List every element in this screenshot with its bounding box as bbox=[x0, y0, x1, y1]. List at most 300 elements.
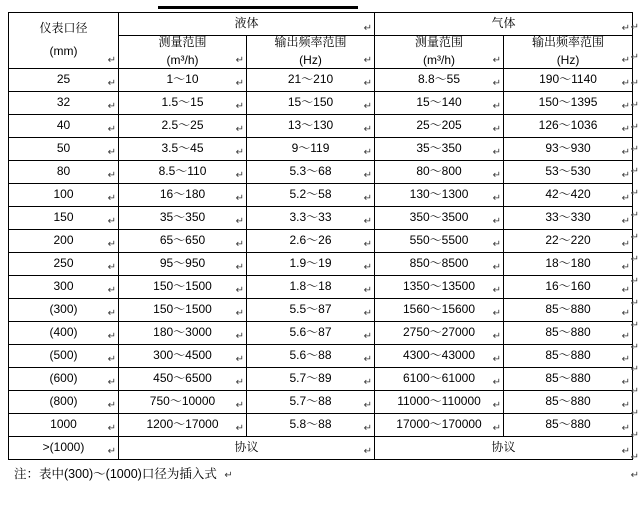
cell-gas-frequency bbox=[504, 229, 633, 252]
cell-diameter bbox=[9, 183, 119, 206]
cell-liquid-range-value: 95～950 bbox=[159, 255, 206, 270]
pilcrow-icon: ↵ bbox=[621, 446, 631, 458]
cell-liquid-range bbox=[119, 344, 247, 367]
table-row bbox=[9, 321, 633, 344]
pilcrow-icon: ↵ bbox=[363, 354, 373, 366]
pilcrow-icon: ↵ bbox=[630, 188, 639, 199]
pilcrow-icon: ↵ bbox=[492, 354, 502, 366]
cell-gas-range bbox=[375, 137, 504, 160]
cell-liquid-frequency bbox=[247, 413, 375, 436]
pilcrow-icon: ↵ bbox=[363, 216, 373, 228]
cell-gas-frequency-value: 33～330 bbox=[545, 209, 591, 224]
pilcrow-icon: ↵ bbox=[621, 147, 631, 159]
pilcrow-icon: ↵ bbox=[630, 470, 639, 481]
header-cell-diameter bbox=[9, 13, 119, 69]
cell-gas-frequency bbox=[504, 252, 633, 275]
pilcrow-icon: ↵ bbox=[492, 400, 502, 412]
pilcrow-icon: ↵ bbox=[492, 170, 502, 182]
cell-diameter bbox=[9, 344, 119, 367]
cell-liquid-frequency-value: 21～210 bbox=[287, 71, 334, 86]
pilcrow-icon: ↵ bbox=[621, 78, 631, 90]
header-gas-range-unit: (m³/h) bbox=[423, 52, 456, 67]
cell-gas-range-value: 17000～170000 bbox=[396, 416, 482, 431]
pilcrow-icon: ↵ bbox=[363, 262, 373, 274]
header-diameter-label: 仪表口径 bbox=[39, 20, 88, 35]
cell-liquid-range bbox=[119, 137, 247, 160]
table-row-agreement bbox=[9, 436, 633, 459]
table-row bbox=[9, 68, 633, 91]
pilcrow-icon: ↵ bbox=[492, 239, 502, 251]
cell-gas-range bbox=[375, 114, 504, 137]
table-note bbox=[14, 464, 633, 482]
pilcrow-icon: ↵ bbox=[630, 298, 639, 309]
cell-liquid-range-value: 65～650 bbox=[159, 232, 206, 247]
pilcrow-icon: ↵ bbox=[630, 78, 639, 89]
pilcrow-icon: ↵ bbox=[107, 331, 116, 343]
cell-diameter bbox=[9, 206, 119, 229]
pilcrow-icon: ↵ bbox=[235, 170, 244, 182]
pilcrow-icon: ↵ bbox=[492, 78, 502, 90]
cell-gas-range bbox=[375, 160, 504, 183]
cell-liquid-range bbox=[119, 367, 247, 390]
cell-liquid-range bbox=[119, 275, 247, 298]
pilcrow-icon: ↵ bbox=[630, 22, 639, 33]
pilcrow-icon: ↵ bbox=[363, 124, 373, 136]
cell-gas-range-value: 350～3500 bbox=[409, 209, 469, 224]
cell-diameter-value: 80 bbox=[56, 163, 71, 178]
cell-liquid-frequency bbox=[247, 344, 375, 367]
cell-gas-range bbox=[375, 275, 504, 298]
header-gas-frequency-label: 输出频率范围 bbox=[532, 35, 605, 49]
table-row bbox=[9, 367, 633, 390]
header-cell-liquid-frequency bbox=[247, 36, 375, 69]
cell-diameter bbox=[9, 367, 119, 390]
cell-liquid-range bbox=[119, 390, 247, 413]
table-row bbox=[9, 206, 633, 229]
cell-liquid-range-value: 750～10000 bbox=[149, 393, 216, 408]
table-body bbox=[9, 68, 633, 459]
pilcrow-icon: ↵ bbox=[630, 100, 639, 111]
cell-gas-frequency-value: 85～880 bbox=[545, 324, 591, 339]
pilcrow-icon: ↵ bbox=[621, 331, 631, 343]
cell-liquid-frequency-value: 5.7～89 bbox=[289, 370, 332, 385]
cell-gas-range bbox=[375, 229, 504, 252]
pilcrow-icon: ↵ bbox=[107, 400, 116, 412]
cell-gas-agreement bbox=[375, 436, 633, 459]
cell-gas-frequency-value: 126～1036 bbox=[538, 117, 598, 132]
pilcrow-icon: ↵ bbox=[235, 308, 244, 320]
pilcrow-icon: ↵ bbox=[630, 386, 639, 397]
cell-diameter-value: 200 bbox=[53, 232, 74, 247]
cell-gas-frequency-value: 53～530 bbox=[545, 163, 591, 178]
cell-diameter bbox=[9, 68, 119, 91]
cell-liquid-frequency-value: 5.6～87 bbox=[289, 324, 332, 339]
cell-gas-range-value: 4300～43000 bbox=[402, 347, 476, 362]
cell-gas-frequency bbox=[504, 160, 633, 183]
cell-gas-range bbox=[375, 367, 504, 390]
pilcrow-icon: ↵ bbox=[630, 276, 639, 287]
cell-liquid-range-value: 1.5～15 bbox=[161, 94, 204, 109]
cell-liquid-frequency bbox=[247, 298, 375, 321]
cell-gas-range bbox=[375, 390, 504, 413]
pilcrow-icon: ↵ bbox=[363, 423, 373, 435]
cell-liquid-agreement-value: 协议 bbox=[234, 439, 259, 454]
specification-table bbox=[8, 12, 633, 460]
pilcrow-icon: ↵ bbox=[235, 423, 244, 435]
pilcrow-icon: ↵ bbox=[492, 262, 502, 274]
cell-gas-frequency-value: 85～880 bbox=[545, 347, 591, 362]
cell-gas-frequency bbox=[504, 321, 633, 344]
pilcrow-icon: ↵ bbox=[235, 400, 244, 412]
pilcrow-icon: ↵ bbox=[107, 377, 116, 389]
pilcrow-icon: ↵ bbox=[492, 285, 502, 297]
cell-gas-frequency bbox=[504, 114, 633, 137]
cell-gas-frequency bbox=[504, 68, 633, 91]
pilcrow-icon: ↵ bbox=[235, 124, 244, 136]
pilcrow-icon: ↵ bbox=[492, 147, 502, 159]
table-row bbox=[9, 390, 633, 413]
cell-diameter-value: (300) bbox=[49, 301, 78, 316]
cell-diameter bbox=[9, 137, 119, 160]
pilcrow-icon: ↵ bbox=[235, 331, 244, 343]
cell-gas-frequency bbox=[504, 344, 633, 367]
pilcrow-icon: ↵ bbox=[107, 78, 116, 90]
cell-diameter bbox=[9, 298, 119, 321]
table-header bbox=[9, 13, 633, 69]
cell-diameter-value: >(1000) bbox=[42, 439, 85, 454]
cell-diameter bbox=[9, 91, 119, 114]
cell-gas-frequency bbox=[504, 367, 633, 390]
table-row bbox=[9, 114, 633, 137]
pilcrow-icon: ↵ bbox=[363, 147, 373, 159]
pilcrow-icon: ↵ bbox=[621, 170, 631, 182]
cell-liquid-range-value: 8.5～110 bbox=[158, 163, 207, 178]
pilcrow-icon: ↵ bbox=[107, 446, 116, 458]
cell-gas-frequency-value: 16～160 bbox=[545, 278, 591, 293]
cell-liquid-frequency bbox=[247, 229, 375, 252]
cell-liquid-range bbox=[119, 413, 247, 436]
pilcrow-icon: ↵ bbox=[363, 101, 373, 113]
pilcrow-icon: ↵ bbox=[492, 124, 502, 136]
cell-diameter-value: 150 bbox=[53, 209, 74, 224]
pilcrow-icon: ↵ bbox=[492, 193, 502, 205]
pilcrow-icon: ↵ bbox=[363, 22, 373, 34]
cell-diameter-value: (600) bbox=[49, 370, 78, 385]
pilcrow-icon: ↵ bbox=[363, 308, 373, 320]
pilcrow-icon: ↵ bbox=[621, 308, 631, 320]
pilcrow-icon: ↵ bbox=[492, 308, 502, 320]
table-row bbox=[9, 137, 633, 160]
cell-liquid-range bbox=[119, 183, 247, 206]
pilcrow-icon: ↵ bbox=[107, 124, 116, 136]
cell-diameter-value: 100 bbox=[53, 186, 74, 201]
pilcrow-icon: ↵ bbox=[107, 193, 116, 205]
header-gas-frequency-unit: (Hz) bbox=[556, 52, 580, 67]
cell-liquid-frequency-value: 15～150 bbox=[287, 94, 334, 109]
cell-liquid-range bbox=[119, 160, 247, 183]
cell-diameter-value: (800) bbox=[49, 393, 78, 408]
title-rule bbox=[158, 6, 358, 9]
pilcrow-icon: ↵ bbox=[235, 193, 244, 205]
table-row bbox=[9, 229, 633, 252]
cell-gas-frequency-value: 22～220 bbox=[545, 232, 591, 247]
cell-diameter-value: 32 bbox=[56, 94, 71, 109]
header-diameter-unit: (mm) bbox=[49, 44, 78, 59]
cell-liquid-range-value: 2.5～25 bbox=[161, 117, 204, 132]
cell-gas-frequency bbox=[504, 183, 633, 206]
header-cell-gas-frequency bbox=[504, 36, 633, 69]
table-row bbox=[9, 275, 633, 298]
pilcrow-icon: ↵ bbox=[107, 147, 116, 159]
cell-gas-range-value: 2750～27000 bbox=[402, 324, 476, 339]
cell-liquid-frequency bbox=[247, 367, 375, 390]
cell-liquid-frequency bbox=[247, 275, 375, 298]
pilcrow-icon: ↵ bbox=[621, 423, 631, 435]
header-row-groups bbox=[9, 13, 633, 36]
cell-gas-frequency-value: 85～880 bbox=[545, 370, 591, 385]
pilcrow-icon: ↵ bbox=[630, 342, 639, 353]
header-cell-liquid-range bbox=[119, 36, 247, 69]
cell-liquid-frequency bbox=[247, 390, 375, 413]
cell-gas-range bbox=[375, 413, 504, 436]
cell-gas-range bbox=[375, 344, 504, 367]
pilcrow-icon: ↵ bbox=[492, 55, 502, 67]
pilcrow-icon: ↵ bbox=[621, 262, 631, 274]
pilcrow-icon: ↵ bbox=[235, 216, 244, 228]
cell-gas-range-value: 130～1300 bbox=[409, 186, 469, 201]
pilcrow-icon: ↵ bbox=[492, 377, 502, 389]
cell-gas-range bbox=[375, 321, 504, 344]
pilcrow-icon: ↵ bbox=[235, 285, 244, 297]
table-row bbox=[9, 344, 633, 367]
cell-liquid-frequency-value: 5.6～88 bbox=[289, 347, 332, 362]
cell-gas-range-value: 35～350 bbox=[416, 140, 462, 155]
pilcrow-icon: ↵ bbox=[621, 193, 631, 205]
cell-gas-frequency-value: 150～1395 bbox=[538, 94, 598, 109]
cell-diameter bbox=[9, 114, 119, 137]
pilcrow-icon: ↵ bbox=[630, 364, 639, 375]
cell-diameter bbox=[9, 160, 119, 183]
cell-diameter bbox=[9, 275, 119, 298]
pilcrow-icon: ↵ bbox=[107, 354, 116, 366]
pilcrow-icon: ↵ bbox=[363, 400, 373, 412]
pilcrow-icon: ↵ bbox=[621, 55, 631, 67]
cell-liquid-frequency-value: 5.3～68 bbox=[289, 163, 332, 178]
cell-gas-frequency-value: 190～1140 bbox=[539, 71, 597, 86]
cell-gas-range-value: 850～8500 bbox=[409, 255, 469, 270]
table-row bbox=[9, 91, 633, 114]
cell-diameter-value: 50 bbox=[56, 140, 71, 155]
cell-gas-frequency bbox=[504, 91, 633, 114]
cell-liquid-range-value: 450～6500 bbox=[153, 370, 212, 385]
pilcrow-icon: ↵ bbox=[107, 423, 116, 435]
header-liquid-range-label: 测量范围 bbox=[158, 35, 207, 49]
cell-liquid-range bbox=[119, 298, 247, 321]
cell-gas-range-value: 80～800 bbox=[416, 163, 462, 178]
pilcrow-icon: ↵ bbox=[621, 285, 631, 297]
cell-liquid-range bbox=[119, 206, 247, 229]
pilcrow-icon: ↵ bbox=[630, 452, 639, 463]
cell-liquid-range-value: 3.5～45 bbox=[161, 140, 204, 155]
cell-liquid-frequency-value: 2.6～26 bbox=[289, 232, 332, 247]
pilcrow-icon: ↵ bbox=[492, 101, 502, 113]
header-liquid-range-unit: (m³/h) bbox=[166, 52, 199, 67]
cell-gas-range-value: 1560～15600 bbox=[402, 301, 476, 316]
cell-gas-range-value: 6100～61000 bbox=[402, 370, 476, 385]
cell-liquid-frequency bbox=[247, 160, 375, 183]
cell-gas-frequency-value: 18～180 bbox=[545, 255, 591, 270]
cell-liquid-frequency-value: 3.3～33 bbox=[289, 209, 332, 224]
cell-liquid-frequency-value: 9～119 bbox=[291, 140, 330, 155]
pilcrow-icon: ↵ bbox=[235, 262, 244, 274]
cell-gas-range-value: 11000～110000 bbox=[397, 393, 481, 408]
header-liquid-frequency-unit: (Hz) bbox=[299, 52, 322, 67]
table-row bbox=[9, 252, 633, 275]
cell-liquid-range-value: 180～3000 bbox=[153, 324, 212, 339]
cell-liquid-range-value: 16～180 bbox=[159, 186, 206, 201]
cell-gas-frequency bbox=[504, 275, 633, 298]
cell-diameter-value: 250 bbox=[53, 255, 74, 270]
cell-liquid-frequency-value: 13～130 bbox=[287, 117, 334, 132]
cell-gas-range-value: 550～5500 bbox=[409, 232, 469, 247]
pilcrow-icon: ↵ bbox=[235, 354, 244, 366]
cell-gas-frequency-value: 85～880 bbox=[545, 416, 591, 431]
pilcrow-icon: ↵ bbox=[621, 216, 631, 228]
pilcrow-icon: ↵ bbox=[492, 216, 502, 228]
cell-liquid-range bbox=[119, 68, 247, 91]
pilcrow-icon: ↵ bbox=[107, 308, 116, 320]
pilcrow-icon: ↵ bbox=[107, 170, 116, 182]
cell-gas-range bbox=[375, 68, 504, 91]
cell-gas-range bbox=[375, 183, 504, 206]
pilcrow-icon: ↵ bbox=[363, 78, 373, 90]
pilcrow-icon: ↵ bbox=[630, 232, 639, 243]
cell-liquid-range-value: 35～350 bbox=[159, 209, 206, 224]
pilcrow-icon: ↵ bbox=[492, 423, 502, 435]
cell-gas-range bbox=[375, 206, 504, 229]
pilcrow-icon: ↵ bbox=[630, 408, 639, 419]
cell-liquid-frequency-value: 1.8～18 bbox=[289, 278, 332, 293]
cell-diameter bbox=[9, 229, 119, 252]
pilcrow-icon: ↵ bbox=[235, 239, 244, 251]
cell-gas-agreement-value: 协议 bbox=[491, 439, 516, 454]
table-row bbox=[9, 183, 633, 206]
pilcrow-icon: ↵ bbox=[621, 377, 631, 389]
cell-liquid-range bbox=[119, 114, 247, 137]
header-liquid-frequency-label: 输出频率范围 bbox=[274, 35, 347, 49]
pilcrow-icon: ↵ bbox=[363, 446, 373, 458]
cell-liquid-frequency bbox=[247, 91, 375, 114]
cell-liquid-range bbox=[119, 229, 247, 252]
table-row bbox=[9, 160, 633, 183]
cell-diameter-value: 25 bbox=[56, 71, 71, 86]
cell-liquid-range-value: 300～4500 bbox=[153, 347, 212, 362]
table-row bbox=[9, 298, 633, 321]
header-gas-label: 气体 bbox=[491, 16, 516, 31]
table-row bbox=[9, 413, 633, 436]
cell-diameter bbox=[9, 321, 119, 344]
pilcrow-icon: ↵ bbox=[621, 124, 631, 136]
pilcrow-icon: ↵ bbox=[107, 262, 116, 274]
cell-gas-range-value: 25～205 bbox=[416, 117, 462, 132]
pilcrow-icon: ↵ bbox=[630, 166, 639, 177]
pilcrow-icon: ↵ bbox=[630, 430, 639, 441]
cell-liquid-range bbox=[119, 321, 247, 344]
pilcrow-icon: ↵ bbox=[630, 122, 639, 133]
pilcrow-icon: ↵ bbox=[621, 101, 631, 113]
pilcrow-icon: ↵ bbox=[235, 377, 244, 389]
cell-gas-frequency bbox=[504, 413, 633, 436]
cell-gas-frequency bbox=[504, 298, 633, 321]
pilcrow-icon: ↵ bbox=[107, 239, 116, 251]
cell-diameter bbox=[9, 390, 119, 413]
pilcrow-icon: ↵ bbox=[621, 400, 631, 412]
pilcrow-icon: ↵ bbox=[630, 144, 639, 155]
pilcrow-icon: ↵ bbox=[107, 55, 116, 67]
pilcrow-icon: ↵ bbox=[363, 193, 373, 205]
cell-liquid-frequency bbox=[247, 68, 375, 91]
pilcrow-icon: ↵ bbox=[492, 331, 502, 343]
header-cell-gas-range bbox=[375, 36, 504, 69]
pilcrow-icon: ↵ bbox=[630, 210, 639, 221]
cell-liquid-frequency-value: 5.5～87 bbox=[289, 301, 332, 316]
cell-gas-frequency-value: 85～880 bbox=[545, 393, 591, 408]
pilcrow-icon: ↵ bbox=[224, 469, 233, 481]
cell-liquid-frequency bbox=[247, 321, 375, 344]
pilcrow-icon: ↵ bbox=[235, 101, 244, 113]
cell-liquid-range-value: 150～1500 bbox=[153, 278, 212, 293]
pilcrow-icon: ↵ bbox=[363, 285, 373, 297]
cell-diameter-value: 40 bbox=[56, 117, 71, 132]
pilcrow-icon: ↵ bbox=[630, 254, 639, 265]
cell-diameter-value: (400) bbox=[49, 324, 78, 339]
cell-gas-range bbox=[375, 252, 504, 275]
cell-diameter-value: 1000 bbox=[50, 416, 77, 431]
pilcrow-icon: ↵ bbox=[630, 320, 639, 331]
pilcrow-icon: ↵ bbox=[363, 170, 373, 182]
cell-gas-range-value: 1350～13500 bbox=[402, 278, 476, 293]
cell-gas-range-value: 8.8～55 bbox=[418, 71, 461, 86]
cell-liquid-frequency bbox=[247, 137, 375, 160]
cell-liquid-frequency bbox=[247, 114, 375, 137]
cell-gas-range bbox=[375, 298, 504, 321]
cell-gas-frequency bbox=[504, 137, 633, 160]
cell-gas-frequency bbox=[504, 206, 633, 229]
header-liquid-label: 液体 bbox=[234, 16, 259, 31]
cell-liquid-agreement bbox=[119, 436, 375, 459]
header-gas-range-label: 测量范围 bbox=[415, 35, 464, 49]
cell-liquid-frequency-value: 5.2～58 bbox=[289, 186, 332, 201]
cell-diameter bbox=[9, 436, 119, 459]
header-cell-gas bbox=[375, 13, 633, 36]
cell-gas-frequency-value: 42～420 bbox=[545, 186, 591, 201]
cell-liquid-range bbox=[119, 252, 247, 275]
pilcrow-icon: ↵ bbox=[621, 239, 631, 251]
cell-gas-frequency-value: 85～880 bbox=[545, 301, 591, 316]
pilcrow-icon: ↵ bbox=[235, 147, 244, 159]
pilcrow-icon: ↵ bbox=[107, 101, 116, 113]
cell-diameter-value: 300 bbox=[53, 278, 74, 293]
cell-gas-range bbox=[375, 91, 504, 114]
cell-liquid-frequency bbox=[247, 252, 375, 275]
pilcrow-icon: ↵ bbox=[621, 354, 631, 366]
pilcrow-icon: ↵ bbox=[630, 52, 639, 63]
pilcrow-icon: ↵ bbox=[363, 239, 373, 251]
cell-diameter bbox=[9, 413, 119, 436]
pilcrow-icon: ↵ bbox=[107, 216, 116, 228]
pilcrow-icon: ↵ bbox=[621, 22, 631, 34]
cell-liquid-range-value: 1～10 bbox=[166, 71, 199, 86]
